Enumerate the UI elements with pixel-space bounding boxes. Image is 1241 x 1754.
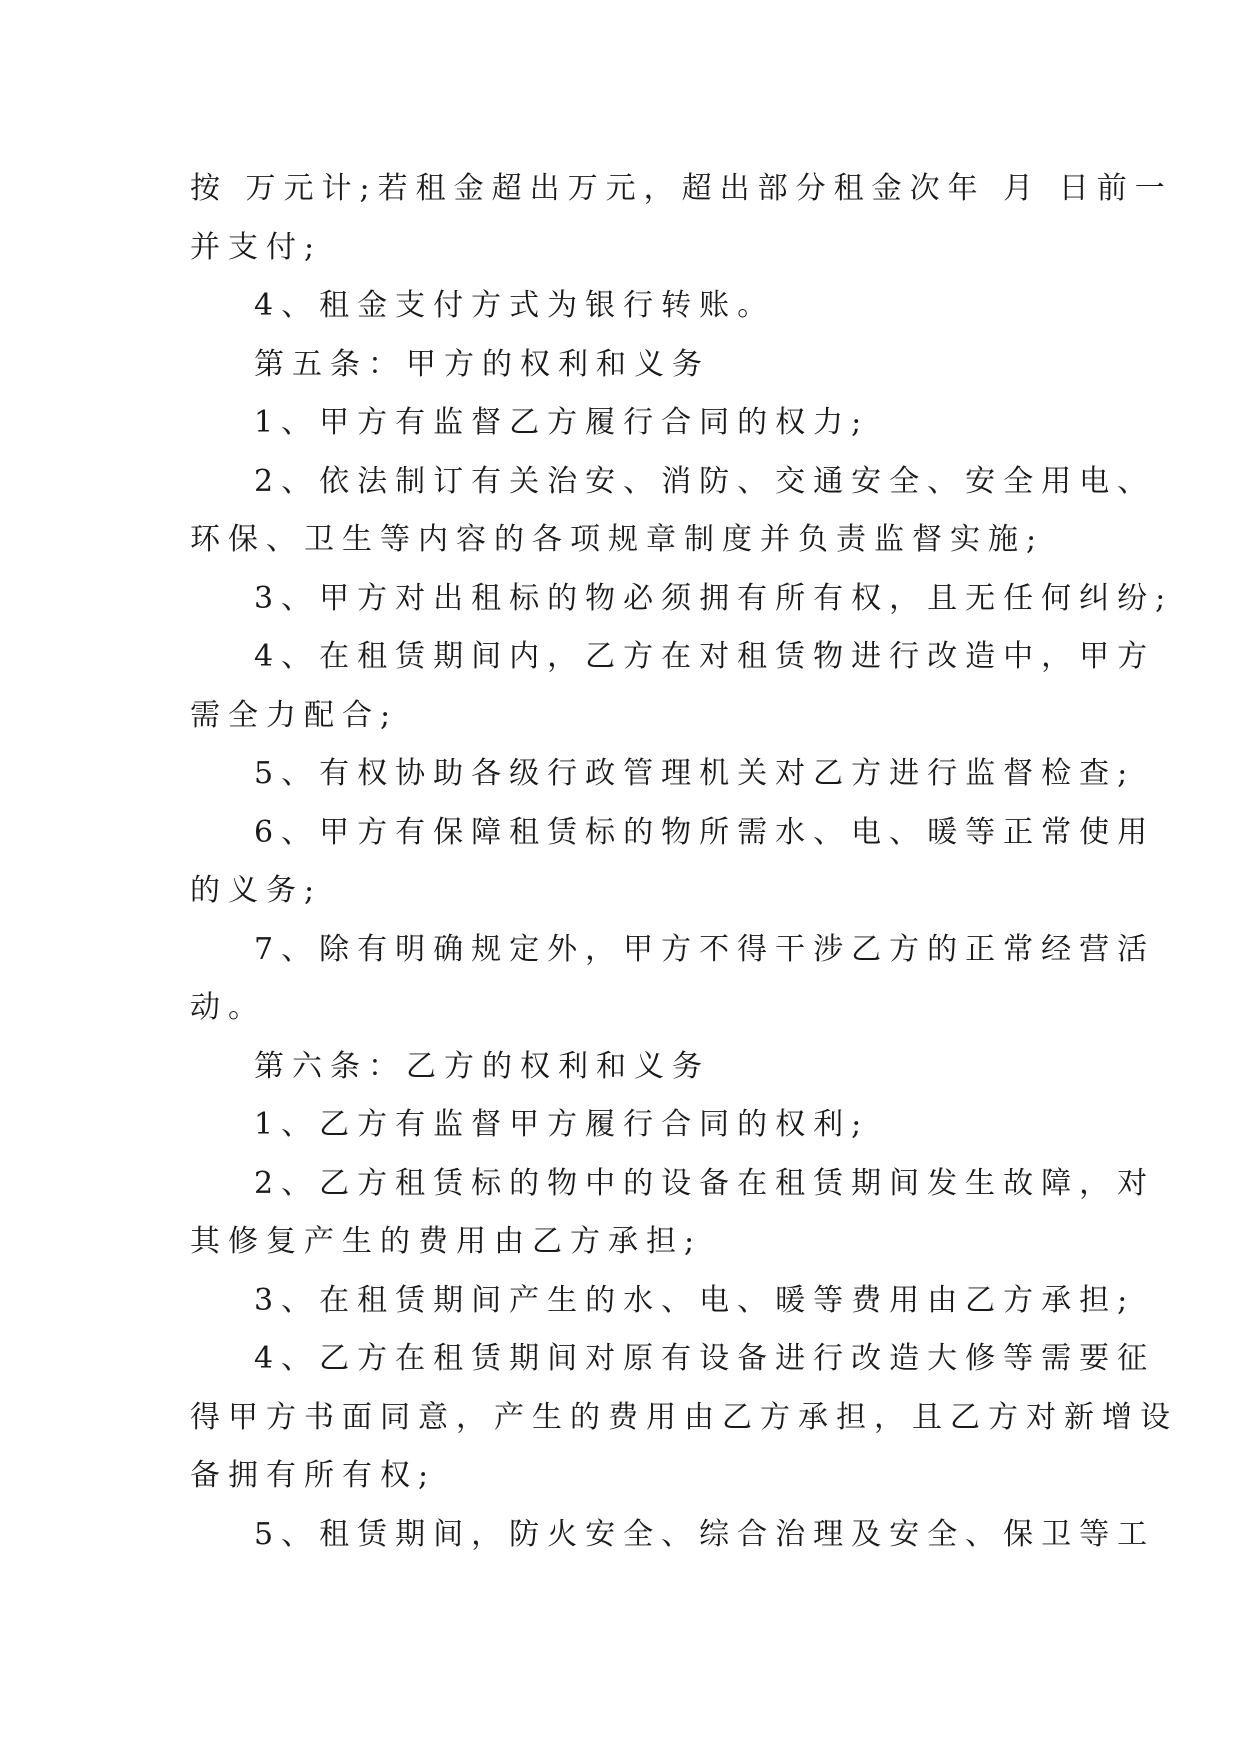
text-line: 1、甲方有监督乙方履行合同的权力; — [254, 405, 870, 440]
text-line: 得甲方书面同意，产生的费用由乙方承担，且乙方对新增设 — [190, 1399, 1178, 1435]
document-body — [190, 160, 1178, 1564]
text-line: 4、租金支付方式为银行转账。 — [254, 288, 776, 323]
text-line: 按 万元计;若租金超出万元，超出部分租金次年 月 日前一 — [190, 171, 1173, 206]
text-line: 4、在租赁期间内，乙方在对租赁物进行改造中，甲方 — [254, 639, 1156, 674]
text-line: 动。 — [190, 990, 266, 1025]
text-line: 的义务; — [190, 873, 323, 908]
text-line: 3、甲方对出租标的物必须拥有所有权，且无任何纠纷; — [254, 580, 1174, 616]
text-line: 3、在租赁期间产生的水、电、暖等费用由乙方承担; — [254, 1282, 1136, 1318]
text-line: 并支付; — [190, 229, 323, 265]
text-line: 备拥有所有权; — [190, 1458, 437, 1493]
text-line: 2、依法制订有关治安、消防、交通安全、安全用电、 — [254, 463, 1156, 499]
section-heading: 第六条：乙方的权利和义务 — [254, 1048, 710, 1084]
text-line: 6、甲方有保障租赁标的物所需水、电、暖等正常使用 — [254, 814, 1156, 850]
section-heading: 第五条：甲方的权利和义务 — [254, 346, 710, 382]
text-line: 1、乙方有监督甲方履行合同的权利; — [254, 1107, 870, 1142]
text-line: 其修复产生的费用由乙方承担; — [190, 1224, 703, 1259]
text-line: 5、有权协助各级行政管理机关对乙方进行监督检查; — [254, 756, 1136, 791]
text-line: 5、租赁期间，防火安全、综合治理及安全、保卫等工 — [254, 1516, 1156, 1552]
text-line: 7、除有明确规定外，甲方不得干涉乙方的正常经营活 — [254, 931, 1156, 967]
text-line: 2、乙方租赁标的物中的设备在租赁期间发生故障，对 — [254, 1165, 1156, 1201]
text-line: 4、乙方在租赁期间对原有设备进行改造大修等需要征 — [254, 1341, 1156, 1376]
text-line: 环保、卫生等内容的各项规章制度并负责监督实施; — [190, 522, 1045, 557]
text-line: 需全力配合; — [190, 697, 399, 733]
